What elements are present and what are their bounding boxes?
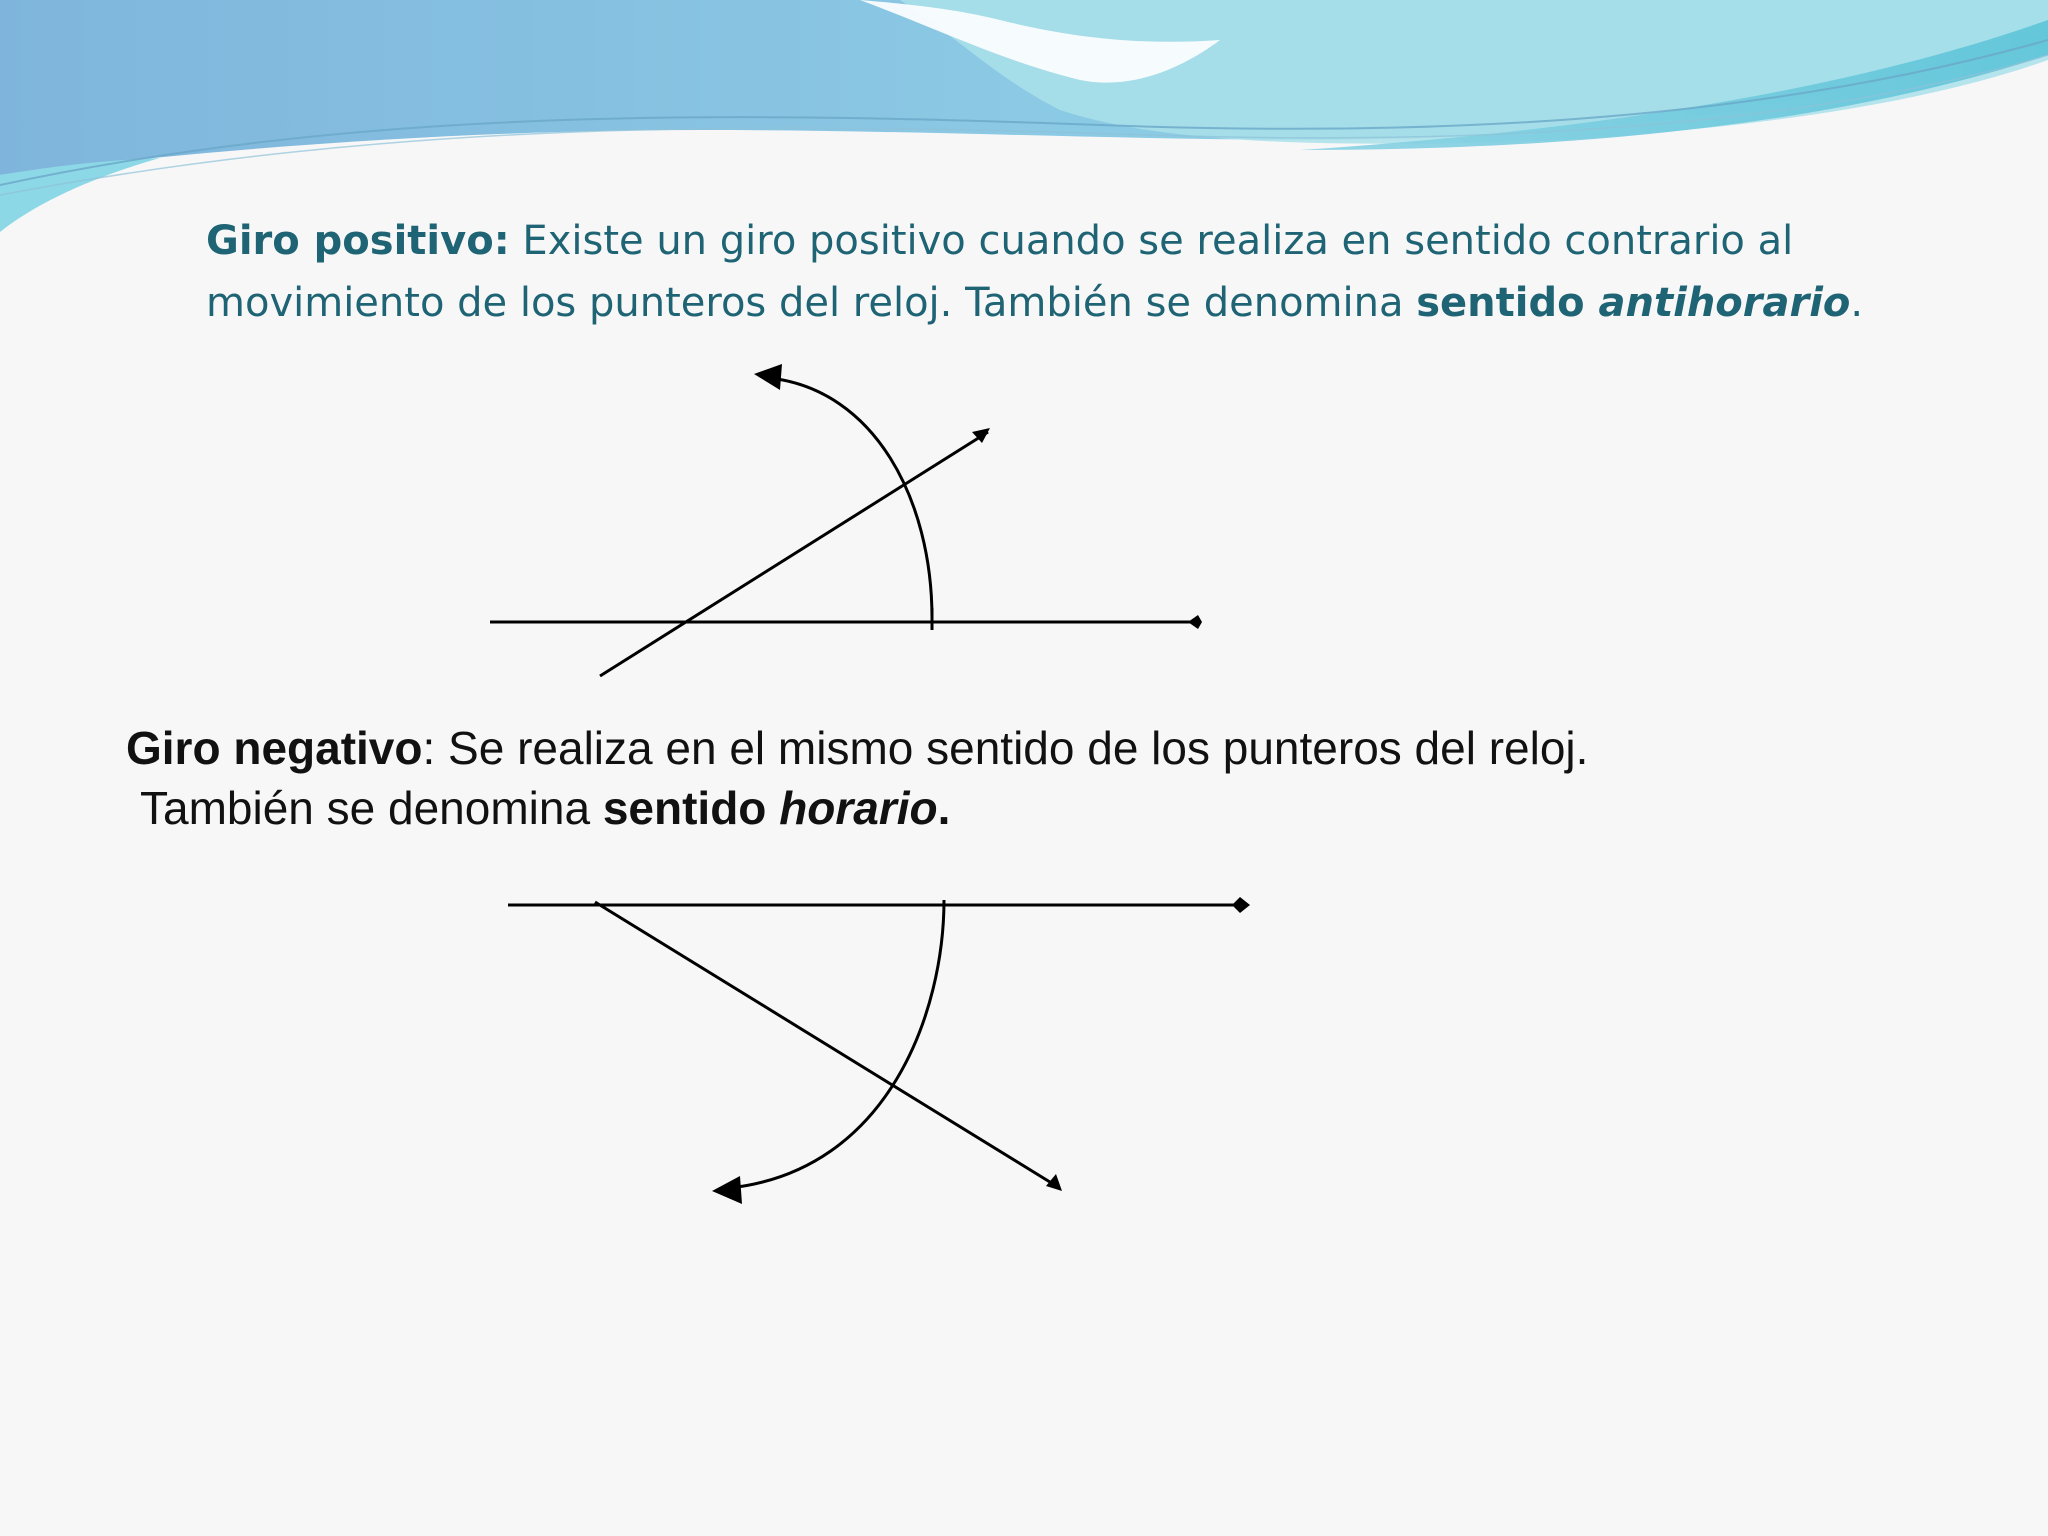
negative-rotation-line1: : Se realiza en el mismo sentido de los punteros del reloj. [422, 722, 1589, 774]
negative-axis-arrowhead [1232, 897, 1250, 913]
negative-rotation-emph-italic: horario [779, 782, 938, 834]
negative-rotation-arc [730, 900, 944, 1188]
positive-rotation-term: Giro positivo: [206, 218, 510, 264]
negative-rotation-line2-text: También se denomina [140, 782, 603, 834]
positive-rotation-emph-italic: antihorario [1598, 280, 1851, 326]
negative-rotated-ray [595, 902, 1058, 1187]
positive-rotation-arc [770, 378, 932, 618]
positive-arc-arrowhead [754, 364, 782, 390]
negative-rotation-diagram [490, 880, 1270, 1220]
negative-rotation-emph-bold: sentido [602, 782, 780, 834]
positive-axis-arrowhead [1188, 615, 1202, 629]
positive-rotation-line2-text: movimiento de los punteros del reloj. También se denomina [206, 280, 1417, 326]
positive-rotation-text [206, 210, 2006, 334]
negative-arc-arrowhead [712, 1176, 742, 1204]
negative-rotation-text [126, 718, 1976, 838]
positive-rotated-ray [600, 432, 988, 676]
positive-rotation-diagram [470, 350, 1230, 690]
negative-rotation-end: . [937, 782, 951, 834]
positive-rotation-emph-bold: sentido [1416, 280, 1599, 326]
negative-rotation-term: Giro negativo [126, 722, 423, 774]
header-wave-decoration [0, 0, 2048, 240]
positive-rotation-end: . [1850, 280, 1864, 326]
positive-rotation-line1: Existe un giro positivo cuando se realiza en sentido contrario al [509, 218, 1794, 264]
positive-rotation-line2 [206, 272, 2006, 334]
negative-rotation-line2 [126, 778, 1976, 838]
